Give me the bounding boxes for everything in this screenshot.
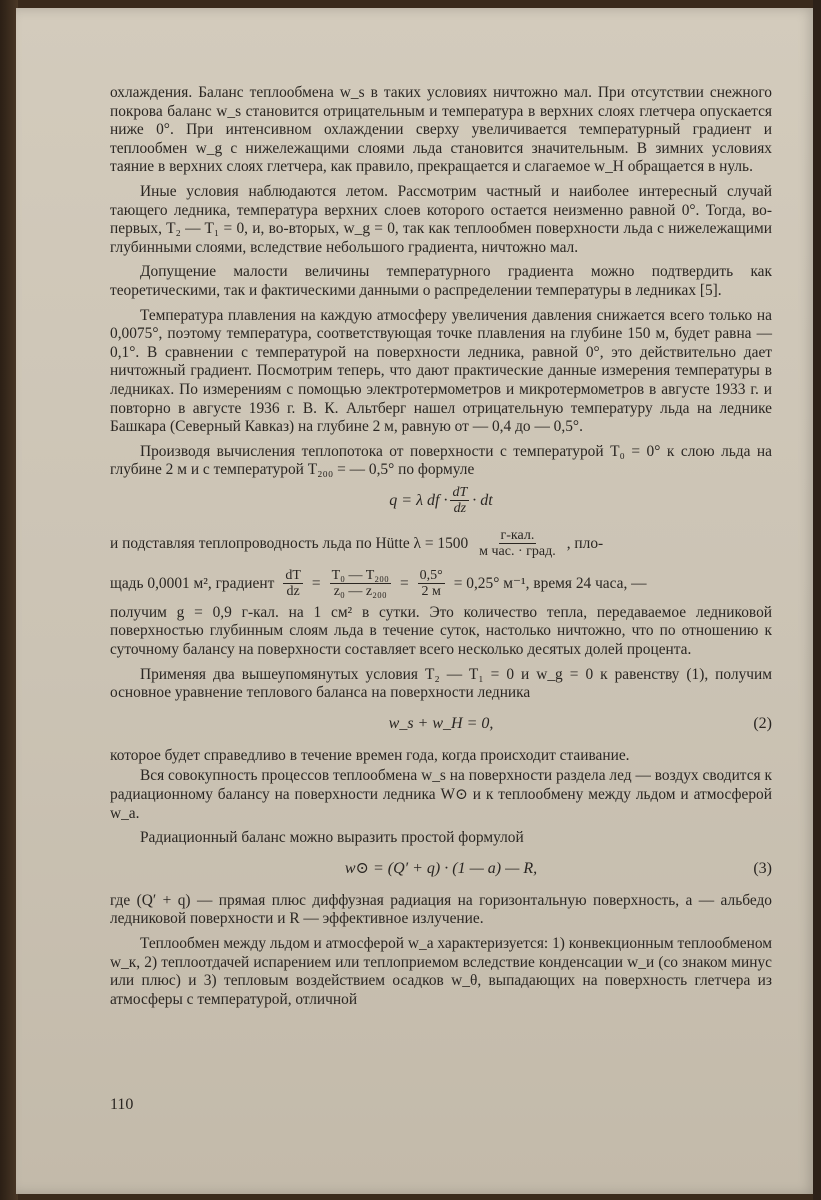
value-den: 2 м xyxy=(421,584,441,600)
page-number: 110 xyxy=(110,1096,134,1113)
gradient-num: dT xyxy=(285,568,301,584)
equation-2-text: w_s + w_H = 0, xyxy=(388,714,494,732)
paragraph-5: Производя вычисления теплопотока от поверхности с температурой T₀ = 0° к слою льда на глубине 2 м и с температурой T₂₀₀ = — 0,5° по формуле xyxy=(110,442,772,479)
gradient-suffix: = 0,25° м⁻¹, время 24 часа, — xyxy=(453,574,647,592)
paragraph-after-gradient: получим g = 0,9 г-кал. на 1 см² в сутки. Это количество тепла, передаваемое ледниковой поверхностью глубинным слоям льда в течение суток, настолько ничтожно, что по отношению к суточному балансу на поверхности составляет всего несколько десятых долей процента. xyxy=(110,603,772,659)
paragraph-total: Вся совокупность процессов теплообмена w_s на поверхности раздела лед — воздух сводится к радиационному балансу на поверхности ледника W⊙ и к теплообмену между льдом и атмосферой w_a. xyxy=(110,767,772,822)
formula-q-lhs: q = λ df · xyxy=(389,491,448,509)
frac-numerator: dT xyxy=(452,485,468,501)
frac-denominator: dz xyxy=(453,501,467,517)
equation-3 xyxy=(110,850,772,888)
equation-2-number: (2) xyxy=(753,714,772,732)
temp-den: z₀ — z₂₀₀ xyxy=(333,584,387,600)
units-fraction xyxy=(477,528,558,559)
formula-q-rhs: · dt xyxy=(472,491,493,509)
paragraph-last: Теплообмен между льдом и атмосферой w_a характеризуется: 1) конвекционным теплообменом w_к, 2) теплоотдачей испарением или теплоприемом вследствие конденсации w_и (со знаком минус или плюс) и 3) тепловым воздействием осадков w_θ, выпадающих на поверхность глетчера из атмосферы с температурой, отличной xyxy=(110,935,772,1008)
formula-q-fraction xyxy=(450,485,469,516)
paragraph-1: охлаждения. Баланс теплообмена w_s в таких условиях ничтожно мал. При отсутствии снежного покрова баланс w_s становится отрицательным и температура в верхних слоях глетчера опускается ниже 0°. При интенсивном охлаждении сверху увеличивается температурный градиент и теплообмен w_g с нижележащими слоями льда становится значительным. В зимних условиях таяние в верхних слоях глетчера, как правило, прекращается и слагаемое w_H обращается в нуль. xyxy=(110,84,772,176)
equation-3-number: (3) xyxy=(753,859,772,877)
equation-2 xyxy=(110,705,772,743)
value-fraction xyxy=(418,568,445,599)
paragraph-4: Температура плавления на каждую атмосферу увеличения давления снижается всего только на 0,0075°, поэтому температура, соответствующая точке плавления на глубине 150 м, будет равна — 0,1°. В сравнении с температурой на поверхности ледника, равной 0°, это действительно дает ничтожный градиент. Посмотрим теперь, что дают практические данные измерения температуры в ледниках. По измерениям с помощью электротермометров и микротермометров в августе 1933 г. и повторно в августе 1936 г. В. К. Альтберг нашел отрицательную температуру льда на леднике Башкара (Северный Кавказ) на глубине 2 м, равную от — 0,4 до — 0,5°. xyxy=(110,306,772,436)
paragraph-2: Иные условия наблюдаются летом. Рассмотрим частный и наиболее интересный случай тающего ледника, температура верхних слоев которого остается неизменно равной 0°. Тогда, во-первых, T₂ — T₁ = 0, и, во-вторых, w_g = 0, так как теплообмен поверхности льда с нижележащими глубинными слоями, вследствие небольшого градиента, ничтожно мал. xyxy=(110,182,772,256)
page-text xyxy=(110,84,772,1015)
units-numerator: г-кал. xyxy=(500,528,535,544)
paragraph-where: где (Q′ + q) — прямая плюс диффузная радиация на горизонтальную поверхность, a — альбедо ледниковой поверхности и R — эффективное излучение. xyxy=(110,891,772,928)
temp-num: T₀ — T₂₀₀ xyxy=(331,568,389,584)
equals-sign-2: = xyxy=(399,574,409,592)
hutte-text: и подставляя теплопроводность льда по Hütte λ = 1500 xyxy=(110,534,469,552)
paragraph-3: Допущение малости величины температурного градиента можно подтвердить как теоретическими, так и фактическими данными о распределении температуры в ледниках [5]. xyxy=(110,263,772,299)
gradient-den: dz xyxy=(286,584,300,600)
units-denominator: м час. · град. xyxy=(479,544,556,560)
equation-3-text: w⊙ = (Q′ + q) · (1 — a) — R, xyxy=(344,859,538,877)
page-edge xyxy=(813,0,821,1200)
paragraph-rad: Радиационный баланс можно выразить простой формулой xyxy=(140,829,524,847)
hutte-line xyxy=(110,524,772,564)
formula-q xyxy=(110,482,772,520)
book-page xyxy=(16,8,816,1194)
paragraph-after-eq2: которое будет справедливо в течение времен года, когда происходит стаивание. xyxy=(110,746,630,764)
gradient-fraction xyxy=(283,568,303,599)
paragraph-apply: Применяя два вышеупомянутых условия T₂ — T₁ = 0 и w_g = 0 к равенству (1), получим основное уравнение теплового баланса на поверхности ледника xyxy=(110,665,772,702)
hutte-tail: , пло- xyxy=(566,534,604,552)
equals-sign: = xyxy=(311,574,321,592)
gradient-line xyxy=(110,564,772,604)
value-num: 0,5° xyxy=(419,568,443,584)
temp-fraction xyxy=(330,568,391,599)
gradient-prefix: щадь 0,0001 м², градиент xyxy=(110,574,275,592)
